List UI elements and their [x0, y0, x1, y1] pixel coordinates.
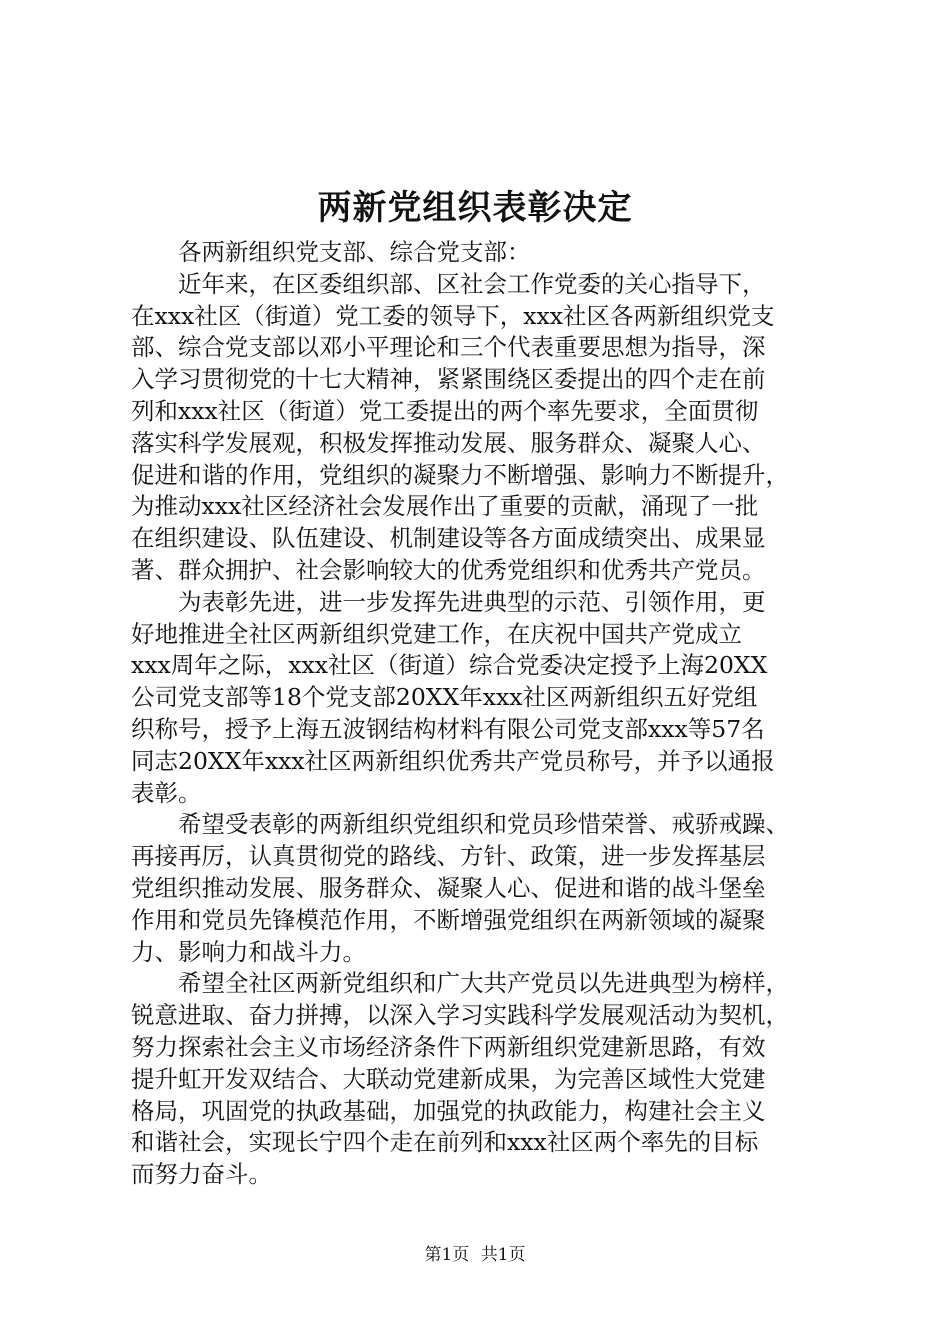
paragraph-line: 在组织建设、队伍建设、机制建设等各方面成绩突出、成果显 — [131, 524, 766, 553]
paragraph-line: 作用和党员先锋模范作用，不断增强党组织在两新领域的凝聚 — [131, 905, 766, 934]
paragraph-line: xxx周年之际，xxx社区（街道）综合党委决定授予上海20XX — [131, 651, 768, 680]
paragraph-line: 为表彰先进，进一步发挥先进典型的示范、引领作用，更 — [178, 587, 766, 616]
paragraph-line: 努力探索社会主义市场经济条件下两新组织党建新思路，有效 — [131, 1032, 766, 1061]
paragraph-line: 入学习贯彻党的十七大精神，紧紧围绕区委提出的四个走在前 — [131, 365, 766, 394]
paragraph-line: 促进和谐的作用，党组织的凝聚力不断增强、影响力不断提升， — [131, 460, 789, 489]
paragraph-line: 党组织推动发展、服务群众、凝聚人心、促进和谐的战斗堡垒 — [131, 873, 766, 902]
paragraph-3 — [131, 809, 831, 968]
paragraph-line: 希望受表彰的两新组织党组织和党员珍惜荣誉、戒骄戒躁、 — [178, 810, 789, 839]
paragraph-line: 同志20XX年xxx社区两新组织优秀共产党员称号，并予以通报 — [131, 746, 775, 775]
paragraph-line: 力、影响力和战斗力。 — [131, 937, 366, 966]
paragraph-line: 而努力奋斗。 — [131, 1160, 272, 1189]
paragraph-line: 落实科学发展观，积极发挥推动发展、服务群众、凝聚人心、 — [131, 428, 766, 457]
paragraph-line: 表彰。 — [131, 778, 202, 807]
paragraph-line: 在xxx社区（街道）党工委的领导下，xxx社区各两新组织党支 — [131, 301, 775, 330]
paragraph-line: 提升虹开发双结合、大联动党建新成果，为完善区域性大党建 — [131, 1064, 766, 1093]
paragraph-line: 列和xxx社区（街道）党工委提出的两个率先要求，全面贯彻 — [131, 396, 759, 425]
paragraph-line: 格局，巩固党的执政基础，加强党的执政能力，构建社会主义 — [131, 1096, 766, 1125]
salutation — [131, 237, 831, 269]
paragraph-line: 公司党支部等18个党支部20XX年xxx社区两新组织五好党组 — [131, 683, 758, 712]
paragraph-line: 希望全社区两新党组织和广大共产党员以先进典型为榜样， — [178, 969, 789, 998]
paragraph-2 — [131, 587, 831, 810]
paragraph-line: 织称号，授予上海五波钢结构材料有限公司党支部xxx等57名 — [131, 714, 765, 743]
paragraph-4 — [131, 968, 831, 1191]
salutation-line: 各两新组织党支部、综合党支部： — [178, 238, 531, 266]
paragraph-line: 再接再厉，认真贯彻党的路线、方针、政策，进一步发挥基层 — [131, 842, 766, 871]
paragraph-line: 和谐社会，实现长宁四个走在前列和xxx社区两个率先的目标 — [131, 1128, 759, 1157]
page-number-footer: 第1页 共1页 — [424, 1245, 526, 1265]
document-title: 两新党组织表彰决定 — [317, 188, 633, 228]
paragraph-line: 部、综合党支部以邓小平理论和三个代表重要思想为指导，深 — [131, 333, 766, 362]
document-body — [131, 237, 831, 1191]
paragraph-line: 好地推进全社区两新组织党建工作，在庆祝中国共产党成立 — [131, 619, 742, 648]
paragraph-line: 为推动xxx社区经济社会发展作出了重要的贡献，涌现了一批 — [131, 492, 759, 521]
paragraph-line: 近年来，在区委组织部、区社会工作党委的关心指导下， — [178, 269, 766, 298]
paragraph-1 — [131, 269, 831, 587]
paragraph-line: 著、群众拥护、社会影响较大的优秀党组织和优秀共产党员。 — [131, 555, 766, 584]
paragraph-line: 锐意进取、奋力拼搏，以深入学习实践科学发展观活动为契机， — [131, 1001, 789, 1030]
